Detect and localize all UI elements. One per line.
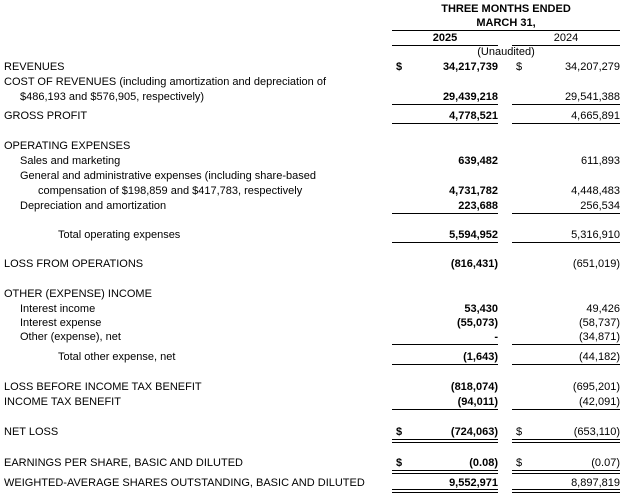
subtotal-rule: [512, 213, 620, 214]
revenues-2024: 34,207,279: [564, 61, 620, 73]
other-net-label: Other (expense), net: [20, 331, 121, 343]
operating-expenses-heading: OPERATING EXPENSES: [4, 140, 131, 152]
gross-profit-2025: 4,778,521: [449, 110, 498, 122]
loss-from-operations-2025: (816,431): [450, 258, 498, 270]
currency-symbol: $: [516, 457, 523, 469]
total-other-2024: (44,182): [579, 351, 620, 363]
general-admin-2025: 4,731,782: [449, 185, 498, 197]
total-double-rule: [392, 470, 498, 474]
unaudited-label: (Unaudited): [477, 46, 535, 58]
depreciation-2024: 256,534: [580, 200, 620, 212]
general-admin-2024: 4,448,483: [571, 185, 620, 197]
subtotal-rule: [392, 242, 498, 243]
net-loss-2024: (653,110): [573, 426, 620, 438]
interest-income-label: Interest income: [20, 303, 96, 315]
total-other-2025: (1,643): [463, 351, 498, 363]
period-heading: THREE MONTHS ENDED: [441, 3, 571, 15]
subtotal-rule: [392, 104, 498, 105]
eps-2025: (0.08): [469, 457, 498, 469]
general-admin-label-cont: compensation of $198,859 and $417,783, respectively: [38, 185, 303, 197]
weighted-shares-2025: 9,552,971: [449, 477, 498, 489]
currency-symbol: $: [396, 457, 403, 469]
total-operating-2025: 5,594,952: [449, 229, 498, 241]
loss-from-operations-label: LOSS FROM OPERATIONS: [4, 258, 144, 270]
subtotal-rule: [512, 242, 620, 243]
loss-before-tax-2024: (695,201): [572, 381, 620, 393]
eps-label: EARNINGS PER SHARE, BASIC AND DILUTED: [4, 457, 243, 469]
total-double-rule: [512, 489, 620, 493]
general-admin-label: General and administrative expenses (including share-based: [20, 170, 316, 182]
depreciation-label: Depreciation and amortization: [20, 200, 167, 212]
cost-of-revenues-2024: 29,541,388: [564, 91, 620, 103]
subtotal-rule: [512, 123, 620, 124]
income-tax-2024: (42,091): [579, 396, 620, 408]
interest-expense-2025: (55,073): [457, 317, 498, 329]
other-income-heading: OTHER (EXPENSE) INCOME: [4, 288, 152, 300]
interest-expense-2024: (58,737): [579, 317, 620, 329]
total-double-rule: [392, 489, 498, 493]
subtotal-rule: [512, 104, 620, 105]
weighted-shares-label: WEIGHTED-AVERAGE SHARES OUTSTANDING, BASIC AND DILUTED: [4, 477, 365, 489]
income-tax-2025: (94,011): [457, 396, 498, 408]
weighted-shares-2024: 8,897,819: [571, 477, 620, 489]
total-double-rule: [392, 439, 498, 443]
income-tax-label: INCOME TAX BENEFIT: [4, 396, 121, 408]
period-subheading: MARCH 31,: [476, 17, 536, 29]
loss-before-tax-2025: (818,074): [450, 381, 498, 393]
loss-from-operations-2024: (651,019): [572, 258, 620, 270]
year-2024-header: 2024: [553, 32, 579, 44]
currency-symbol: $: [516, 426, 523, 438]
total-double-rule: [512, 439, 620, 443]
cost-of-revenues-label-cont: $486,193 and $576,905, respectively): [20, 91, 205, 103]
depreciation-2025: 223,688: [458, 200, 498, 212]
cost-of-revenues-label: COST OF REVENUES (including amortization and depreciation of: [4, 76, 326, 88]
subtotal-rule: [512, 364, 620, 365]
subtotal-rule: [392, 364, 498, 365]
subtotal-rule: [512, 344, 620, 345]
revenues-2025: 34,217,739: [442, 61, 498, 73]
loss-before-tax-label: LOSS BEFORE INCOME TAX BENEFIT: [4, 381, 202, 393]
interest-expense-label: Interest expense: [20, 317, 102, 329]
other-net-2025: -: [494, 331, 498, 343]
net-loss-2025: (724,063): [450, 426, 498, 438]
eps-2024: (0.07): [591, 457, 620, 469]
subtotal-rule: [392, 213, 498, 214]
other-net-2024: (34,871): [579, 331, 620, 343]
subtotal-rule: [392, 344, 498, 345]
total-double-rule: [512, 470, 620, 474]
gross-profit-label: GROSS PROFIT: [4, 110, 88, 122]
net-loss-label: NET LOSS: [4, 426, 59, 438]
year-2025-header: 2025: [432, 32, 458, 44]
total-other-label: Total other expense, net: [58, 351, 176, 363]
interest-income-2025: 53,430: [464, 303, 498, 315]
currency-symbol: $: [396, 61, 403, 73]
revenues-label: REVENUES: [4, 61, 65, 73]
currency-symbol: $: [516, 61, 523, 73]
gross-profit-2024: 4,665,891: [571, 110, 620, 122]
sales-marketing-2024: 611,893: [581, 155, 620, 167]
subtotal-rule: [392, 409, 498, 410]
subtotal-rule: [512, 409, 620, 410]
total-operating-2024: 5,316,910: [571, 229, 620, 241]
sales-marketing-label: Sales and marketing: [20, 155, 121, 167]
header-rule: [392, 30, 620, 31]
sales-marketing-2025: 639,482: [458, 155, 498, 167]
total-operating-label: Total operating expenses: [58, 229, 181, 241]
currency-symbol: $: [396, 426, 403, 438]
interest-income-2024: 49,426: [586, 303, 620, 315]
subtotal-rule: [392, 123, 498, 124]
cost-of-revenues-2025: 29,439,218: [442, 91, 498, 103]
